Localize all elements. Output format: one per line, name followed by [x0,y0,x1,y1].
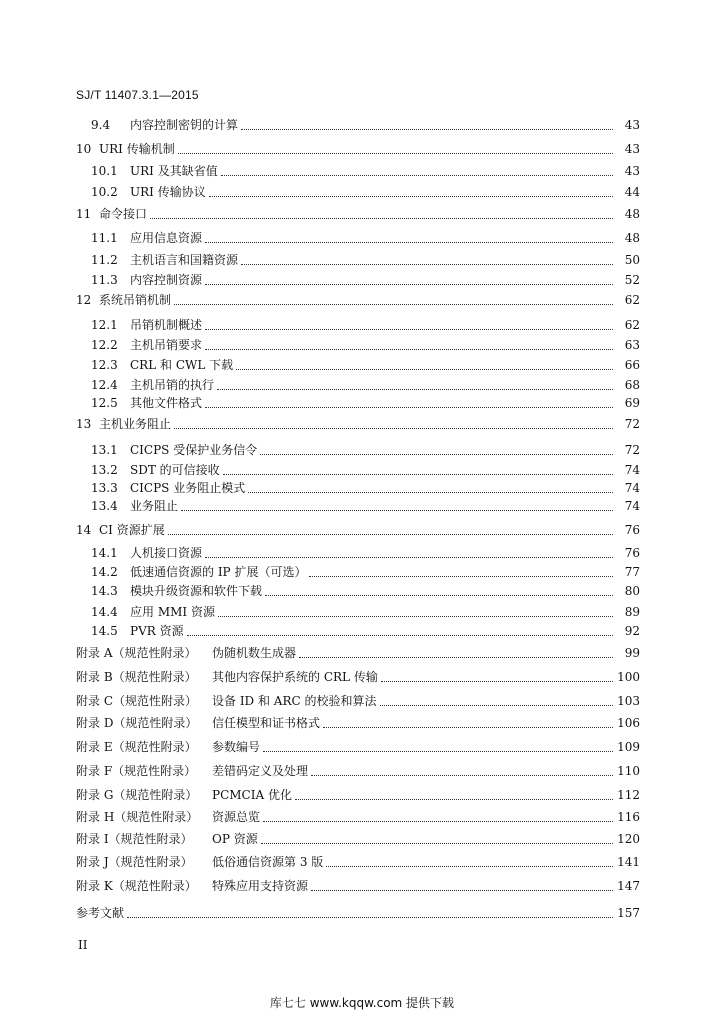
toc-entry-page: 43 [624,164,640,178]
toc-entry-number: 12 [76,293,92,307]
toc-leader-dots [263,741,613,752]
toc-entry-title: 信任模型和证书格式 [212,716,321,730]
toc-entry[interactable] [91,336,640,353]
toc-leader-dots [260,444,613,455]
toc-entry-title: URI 传输协议 [130,185,206,199]
toc-leader-dots [217,379,613,390]
toc-entry[interactable] [76,140,640,157]
toc-leader-dots [205,397,613,408]
toc-leader-dots [248,482,613,493]
toc-annex-entry[interactable] [76,904,640,921]
toc-leader-dots [205,232,613,243]
toc-entry[interactable] [91,603,640,620]
toc-leader-dots [205,319,613,330]
toc-leader-dots [181,500,613,511]
toc-entry-title: 内容控制密钥的计算 [130,118,239,132]
toc-entry-number: 12.3 [91,358,118,372]
toc-entry-page: 74 [624,463,640,477]
toc-entry-page: 100 [617,670,640,684]
toc-entry-page: 50 [624,253,640,267]
toc-entry-number: 11.2 [91,253,118,267]
toc-entry-number: 13.1 [91,443,118,457]
toc-entry-title: 内容控制资源 [130,273,203,287]
toc-leader-dots [311,765,613,776]
toc-entry-number: 附录 K（规范性附录） [76,879,197,893]
toc-entry[interactable] [91,461,640,478]
toc-entry-title: 其他文件格式 [130,396,203,410]
toc-entry[interactable] [91,116,640,133]
toc-entry-title: 设备 ID 和 ARC 的校验和算法 [212,694,377,708]
toc-entry-page: 43 [624,118,640,132]
toc-entry[interactable] [91,479,640,496]
toc-leader-dots [223,464,613,475]
toc-entry-title: 模块升级资源和软件下载 [130,584,263,598]
toc-entry-title: 系统吊销机制 [99,293,172,307]
toc-entry-page: 99 [624,646,640,660]
toc-entry-page: 72 [624,443,640,457]
toc-entry-number: 附录 H（规范性附录） [76,810,199,824]
toc-leader-dots [178,143,613,154]
toc-entry-number: 13.2 [91,463,118,477]
toc-entry-page: 72 [624,417,640,431]
toc-entry[interactable] [76,521,640,538]
toc-annex-entry[interactable] [76,808,640,825]
toc-entry[interactable] [91,441,640,458]
toc-entry-page: 69 [624,396,640,410]
toc-entry-page: 48 [624,207,640,221]
toc-entry-page: 63 [624,338,640,352]
toc-entry[interactable] [91,229,640,246]
toc-leader-dots [265,585,613,596]
toc-entry-number: 附录 I（规范性附录） [76,832,193,846]
toc-entry-number: 14.2 [91,565,118,579]
toc-entry-page: 62 [624,293,640,307]
toc-entry-title: PCMCIA 优化 [212,788,292,802]
toc-entry-title: 参数编号 [212,740,261,754]
toc-entry-number: 11 [76,207,92,221]
toc-leader-dots [205,339,613,350]
toc-entry-number: 9.4 [91,118,111,132]
toc-entry-title: 应用信息资源 [130,231,203,245]
toc-entry-number: 附录 B（规范性附录） [76,670,197,684]
toc-entry-number: 13.4 [91,499,118,513]
toc-annex-entry[interactable] [76,668,640,685]
toc-entry-title: 业务阻止 [130,499,179,513]
toc-annex-entry[interactable] [76,714,640,731]
toc-entry-title: 主机吊销要求 [130,338,203,352]
toc-entry-page: 106 [617,716,640,730]
toc-entry-number: 13.3 [91,481,118,495]
toc-entry-page: 141 [617,855,640,869]
page-number: II [78,938,88,952]
toc-entry[interactable] [91,251,640,268]
toc-entry-number: 14.5 [91,624,118,638]
toc-entry-page: 103 [617,694,640,708]
toc-annex-entry[interactable] [76,877,640,894]
toc-leader-dots [205,547,613,558]
toc-annex-entry[interactable] [76,830,640,847]
toc-entry-title: 主机吊销的执行 [130,378,215,392]
toc-entry[interactable] [91,582,640,599]
toc-entry-page: 43 [624,142,640,156]
toc-entry-number: 10.2 [91,185,118,199]
toc-entry-page: 66 [624,358,640,372]
toc-entry-number: 附录 F（规范性附录） [76,764,197,778]
toc-entry-number: 13 [76,417,92,431]
toc-leader-dots [205,274,613,285]
toc-entry-number: 11.1 [91,231,118,245]
toc-entry-number: 附录 D（规范性附录） [76,716,198,730]
standard-code: SJ/T 11407.3.1—2015 [76,88,199,102]
toc-leader-dots [261,833,613,844]
toc-entry-title: 其他内容保护系统的 CRL 传输 [212,670,378,684]
toc-leader-dots [221,165,613,176]
toc-entry-title: CICPS 业务阻止模式 [130,481,246,495]
toc-entry-number: 11.3 [91,273,118,287]
toc-entry-title: 主机业务阻止 [99,417,172,431]
toc-entry-page: 80 [624,584,640,598]
toc-entry-page: 116 [617,810,640,824]
toc-entry-page: 89 [624,605,640,619]
toc-entry-page: 52 [624,273,640,287]
toc-entry-page: 109 [617,740,640,754]
toc-entry[interactable] [91,271,640,288]
toc-entry-number: 10 [76,142,92,156]
toc-leader-dots [187,625,613,636]
toc-leader-dots [311,880,613,891]
toc-entry-title: 低俗通信资源第 3 版 [212,855,324,869]
toc-entry-page: 110 [617,764,640,778]
toc-leader-dots [218,606,613,617]
toc-entry-title: 资源总览 [212,810,261,824]
toc-entry-number: 14.1 [91,546,118,560]
toc-leader-dots [380,695,613,706]
toc-entry[interactable] [91,162,640,179]
toc-entry-number: 12.1 [91,318,118,332]
toc-entry-number: 附录 J（规范性附录） [76,855,193,869]
toc-entry-title: 特殊应用支持资源 [212,879,309,893]
toc-entry-page: 120 [617,832,640,846]
toc-leader-dots [323,717,613,728]
toc-entry[interactable] [91,376,640,393]
toc-annex-entry[interactable] [76,738,640,755]
toc-entry-title: URI 及其缺省值 [130,164,218,178]
toc-entry-title: 人机接口资源 [130,546,203,560]
toc-entry-title: CRL 和 CWL 下载 [130,358,234,372]
toc-leader-dots [174,418,613,429]
toc-leader-dots [241,119,613,130]
toc-entry-page: 92 [624,624,640,638]
toc-entry[interactable] [91,316,640,333]
toc-entry-title: 伪随机数生成器 [212,646,297,660]
toc-entry-title: 低速通信资源的 IP 扩展（可选） [130,565,307,579]
toc-entry-page: 74 [624,481,640,495]
toc-entry-title: OP 资源 [212,832,258,846]
toc-annex-entry[interactable] [76,692,640,709]
toc-annex-entry[interactable] [76,644,640,661]
toc-entry-number: 12.4 [91,378,118,392]
toc-leader-dots [236,359,613,370]
toc-entry-page: 68 [624,378,640,392]
toc-annex-entry[interactable] [76,853,640,870]
toc-entry-number: 10.1 [91,164,118,178]
toc-leader-dots [150,208,613,219]
toc-entry-title: 命令接口 [99,207,148,221]
toc-entry-number: 附录 E（规范性附录） [76,740,197,754]
toc-entry-number: 附录 G（规范性附录） [76,788,198,802]
toc-leader-dots [174,294,613,305]
toc-entry-title: PVR 资源 [130,624,184,638]
toc-entry-title: 主机语言和国籍资源 [130,253,239,267]
toc-leader-dots [209,186,613,197]
toc-leader-dots [295,789,613,800]
toc-entry-number: 14.4 [91,605,118,619]
toc-entry[interactable] [91,183,640,200]
toc-leader-dots [168,524,613,535]
toc-entry-title: URI 传输机制 [99,142,175,156]
toc-entry-title: 应用 MMI 资源 [130,605,215,619]
toc-entry-title: CICPS 受保护业务信令 [130,443,258,457]
toc-entry-page: 147 [617,879,640,893]
toc-entry-page: 77 [624,565,640,579]
toc-entry-title: 参考文献 [76,906,125,920]
toc-leader-dots [309,566,613,577]
toc-annex-entry[interactable] [76,762,640,779]
toc-entry-page: 74 [624,499,640,513]
toc-entry[interactable] [91,563,640,580]
toc-entry-page: 157 [617,906,640,920]
source-note: 库七七 www.kqqw.com 提供下载 [269,996,455,1010]
toc-entry-title: SDT 的可信接收 [130,463,220,477]
toc-leader-dots [326,856,613,867]
toc-entry[interactable] [91,356,640,373]
toc-entry[interactable] [91,394,640,411]
toc-leader-dots [127,907,613,918]
toc-entry-number: 12.2 [91,338,118,352]
toc-entry[interactable] [76,291,640,308]
toc-entry-number: 附录 A（规范性附录） [76,646,197,660]
toc-leader-dots [299,647,613,658]
toc-entry-page: 48 [624,231,640,245]
toc-entry[interactable] [76,205,640,222]
toc-entry-number: 14.3 [91,584,118,598]
toc-leader-dots [263,811,613,822]
toc-entry[interactable] [76,415,640,432]
toc-entry-page: 62 [624,318,640,332]
toc-entry-title: CI 资源扩展 [99,523,165,537]
toc-entry-page: 112 [617,788,640,802]
toc-entry[interactable] [91,622,640,639]
toc-entry-number: 14 [76,523,92,537]
toc-entry-page: 76 [624,546,640,560]
toc-entry-title: 差错码定义及处理 [212,764,309,778]
toc-entry[interactable] [91,544,640,561]
toc-leader-dots [381,671,613,682]
toc-entry-number: 附录 C（规范性附录） [76,694,197,708]
toc-entry-page: 44 [624,185,640,199]
toc-entry-page: 76 [624,523,640,537]
toc-entry-number: 12.5 [91,396,118,410]
toc-leader-dots [241,254,613,265]
toc-annex-entry[interactable] [76,786,640,803]
toc-entry[interactable] [91,497,640,514]
toc-entry-title: 吊销机制概述 [130,318,203,332]
